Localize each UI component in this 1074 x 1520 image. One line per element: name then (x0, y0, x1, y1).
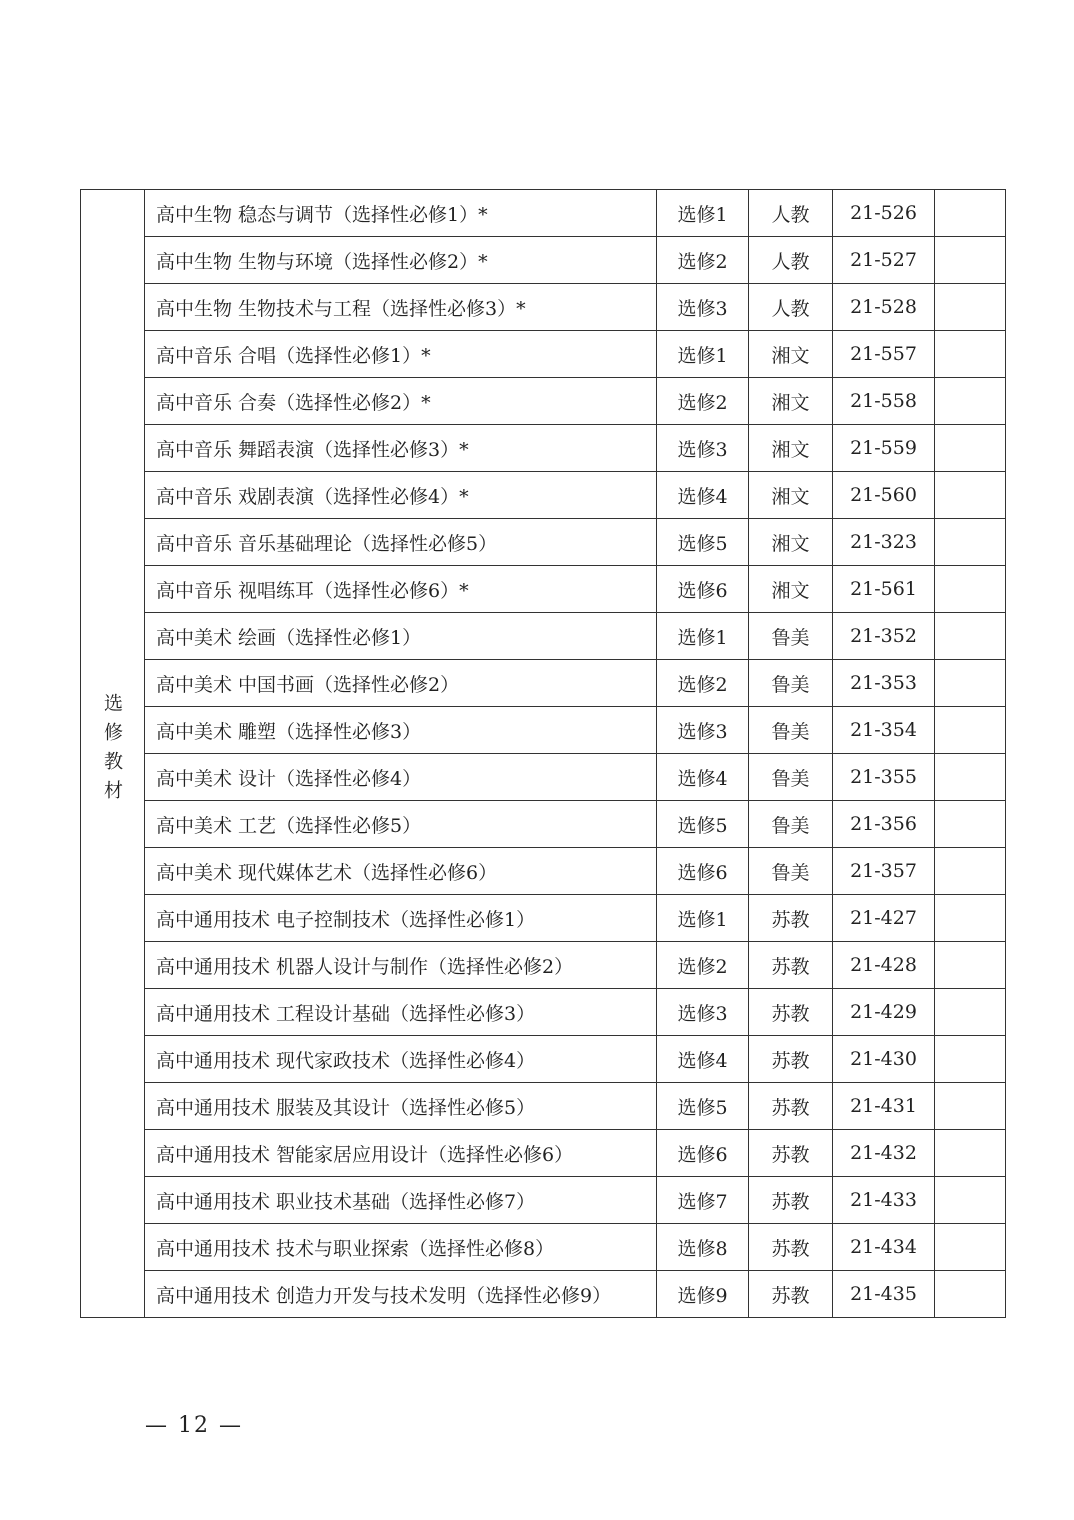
module-cell: 选修6 (657, 566, 749, 613)
book-title-cell: 高中音乐 合唱（选择性必修1）* (145, 331, 657, 378)
book-title-cell: 高中通用技术 机器人设计与制作（选择性必修2） (145, 942, 657, 989)
note-cell (935, 237, 1006, 284)
table-row (81, 1130, 1006, 1177)
textbook-table (80, 189, 1006, 1318)
code-cell: 21-435 (833, 1271, 935, 1318)
book-title-cell: 高中美术 设计（选择性必修4） (145, 754, 657, 801)
category-cell (81, 190, 145, 1318)
code-cell: 21-432 (833, 1130, 935, 1177)
textbook-table-body (81, 190, 1006, 1318)
publisher-cell: 湘文 (749, 566, 833, 613)
code-cell: 21-559 (833, 425, 935, 472)
code-cell: 21-353 (833, 660, 935, 707)
note-cell (935, 425, 1006, 472)
table-row (81, 801, 1006, 848)
note-cell (935, 801, 1006, 848)
table-row (81, 284, 1006, 331)
book-title-cell: 高中通用技术 工程设计基础（选择性必修3） (145, 989, 657, 1036)
table-row (81, 613, 1006, 660)
book-title-cell: 高中通用技术 电子控制技术（选择性必修1） (145, 895, 657, 942)
book-title-cell: 高中美术 中国书画（选择性必修2） (145, 660, 657, 707)
book-title-cell: 高中音乐 音乐基础理论（选择性必修5） (145, 519, 657, 566)
code-cell: 21-526 (833, 190, 935, 237)
publisher-cell: 苏教 (749, 1130, 833, 1177)
code-cell: 21-557 (833, 331, 935, 378)
note-cell (935, 519, 1006, 566)
table-row (81, 190, 1006, 237)
table-row (81, 425, 1006, 472)
publisher-cell: 鲁美 (749, 754, 833, 801)
table-row (81, 1271, 1006, 1318)
publisher-cell: 湘文 (749, 472, 833, 519)
note-cell (935, 660, 1006, 707)
note-cell (935, 989, 1006, 1036)
publisher-cell: 人教 (749, 284, 833, 331)
module-cell: 选修3 (657, 989, 749, 1036)
module-cell: 选修5 (657, 801, 749, 848)
code-cell: 21-429 (833, 989, 935, 1036)
publisher-cell: 苏教 (749, 1083, 833, 1130)
module-cell: 选修2 (657, 237, 749, 284)
code-cell: 21-428 (833, 942, 935, 989)
publisher-cell: 苏教 (749, 1224, 833, 1271)
code-cell: 21-356 (833, 801, 935, 848)
book-title-cell: 高中美术 工艺（选择性必修5） (145, 801, 657, 848)
publisher-cell: 鲁美 (749, 848, 833, 895)
code-cell: 21-430 (833, 1036, 935, 1083)
note-cell (935, 707, 1006, 754)
table-row (81, 754, 1006, 801)
note-cell (935, 895, 1006, 942)
book-title-cell: 高中通用技术 服装及其设计（选择性必修5） (145, 1083, 657, 1130)
note-cell (935, 1177, 1006, 1224)
publisher-cell: 湘文 (749, 425, 833, 472)
table-row (81, 1177, 1006, 1224)
book-title-cell: 高中音乐 舞蹈表演（选择性必修3）* (145, 425, 657, 472)
table-row (81, 519, 1006, 566)
module-cell: 选修6 (657, 1130, 749, 1177)
note-cell (935, 1130, 1006, 1177)
publisher-cell: 苏教 (749, 1036, 833, 1083)
note-cell (935, 613, 1006, 660)
module-cell: 选修4 (657, 472, 749, 519)
note-cell (935, 942, 1006, 989)
table-row (81, 707, 1006, 754)
book-title-cell: 高中通用技术 职业技术基础（选择性必修7） (145, 1177, 657, 1224)
code-cell: 21-560 (833, 472, 935, 519)
publisher-cell: 鲁美 (749, 707, 833, 754)
book-title-cell: 高中美术 雕塑（选择性必修3） (145, 707, 657, 754)
code-cell: 21-558 (833, 378, 935, 425)
book-title-cell: 高中音乐 戏剧表演（选择性必修4）* (145, 472, 657, 519)
note-cell (935, 1271, 1006, 1318)
note-cell (935, 1036, 1006, 1083)
publisher-cell: 苏教 (749, 942, 833, 989)
table-row (81, 378, 1006, 425)
module-cell: 选修1 (657, 331, 749, 378)
module-cell: 选修2 (657, 660, 749, 707)
code-cell: 21-433 (833, 1177, 935, 1224)
note-cell (935, 284, 1006, 331)
book-title-cell: 高中音乐 合奏（选择性必修2）* (145, 378, 657, 425)
code-cell: 21-431 (833, 1083, 935, 1130)
module-cell: 选修5 (657, 519, 749, 566)
publisher-cell: 鲁美 (749, 613, 833, 660)
module-cell: 选修4 (657, 754, 749, 801)
module-cell: 选修1 (657, 895, 749, 942)
note-cell (935, 190, 1006, 237)
module-cell: 选修2 (657, 942, 749, 989)
publisher-cell: 湘文 (749, 519, 833, 566)
publisher-cell: 人教 (749, 190, 833, 237)
book-title-cell: 高中通用技术 智能家居应用设计（选择性必修6） (145, 1130, 657, 1177)
module-cell: 选修3 (657, 425, 749, 472)
module-cell: 选修2 (657, 378, 749, 425)
table-row (81, 895, 1006, 942)
code-cell: 21-527 (833, 237, 935, 284)
publisher-cell: 湘文 (749, 378, 833, 425)
publisher-cell: 人教 (749, 237, 833, 284)
book-title-cell: 高中美术 绘画（选择性必修1） (145, 613, 657, 660)
table-row (81, 989, 1006, 1036)
module-cell: 选修1 (657, 190, 749, 237)
note-cell (935, 1083, 1006, 1130)
publisher-cell: 苏教 (749, 989, 833, 1036)
table-row (81, 942, 1006, 989)
module-cell: 选修4 (657, 1036, 749, 1083)
code-cell: 21-434 (833, 1224, 935, 1271)
code-cell: 21-355 (833, 754, 935, 801)
table-row (81, 1036, 1006, 1083)
module-cell: 选修3 (657, 284, 749, 331)
note-cell (935, 1224, 1006, 1271)
code-cell: 21-357 (833, 848, 935, 895)
module-cell: 选修5 (657, 1083, 749, 1130)
code-cell: 21-352 (833, 613, 935, 660)
note-cell (935, 378, 1006, 425)
code-cell: 21-323 (833, 519, 935, 566)
book-title-cell: 高中生物 稳态与调节（选择性必修1）* (145, 190, 657, 237)
table-row (81, 1224, 1006, 1271)
note-cell (935, 566, 1006, 613)
module-cell: 选修7 (657, 1177, 749, 1224)
publisher-cell: 苏教 (749, 1177, 833, 1224)
note-cell (935, 472, 1006, 519)
table-row (81, 472, 1006, 519)
book-title-cell: 高中通用技术 创造力开发与技术发明（选择性必修9） (145, 1271, 657, 1318)
publisher-cell: 湘文 (749, 331, 833, 378)
book-title-cell: 高中生物 生物技术与工程（选择性必修3）* (145, 284, 657, 331)
table-row (81, 237, 1006, 284)
module-cell: 选修3 (657, 707, 749, 754)
note-cell (935, 754, 1006, 801)
table-row (81, 566, 1006, 613)
code-cell: 21-528 (833, 284, 935, 331)
note-cell (935, 331, 1006, 378)
table-row (81, 848, 1006, 895)
code-cell: 21-427 (833, 895, 935, 942)
publisher-cell: 苏教 (749, 1271, 833, 1318)
page-number: — 12 — (145, 1413, 243, 1438)
table-row (81, 1083, 1006, 1130)
book-title-cell: 高中音乐 视唱练耳（选择性必修6）* (145, 566, 657, 613)
table-row (81, 660, 1006, 707)
module-cell: 选修8 (657, 1224, 749, 1271)
module-cell: 选修6 (657, 848, 749, 895)
book-title-cell: 高中通用技术 技术与职业探索（选择性必修8） (145, 1224, 657, 1271)
module-cell: 选修9 (657, 1271, 749, 1318)
category-label: 选修教材 (101, 693, 123, 809)
publisher-cell: 苏教 (749, 895, 833, 942)
table-row (81, 331, 1006, 378)
book-title-cell: 高中美术 现代媒体艺术（选择性必修6） (145, 848, 657, 895)
publisher-cell: 鲁美 (749, 660, 833, 707)
book-title-cell: 高中生物 生物与环境（选择性必修2）* (145, 237, 657, 284)
code-cell: 21-561 (833, 566, 935, 613)
book-title-cell: 高中通用技术 现代家政技术（选择性必修4） (145, 1036, 657, 1083)
note-cell (935, 848, 1006, 895)
publisher-cell: 鲁美 (749, 801, 833, 848)
module-cell: 选修1 (657, 613, 749, 660)
code-cell: 21-354 (833, 707, 935, 754)
